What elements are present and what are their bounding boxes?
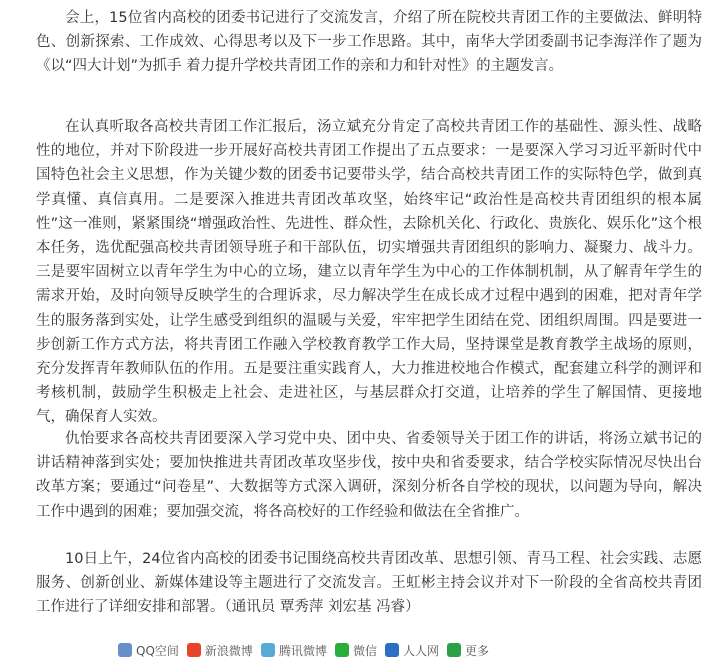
paragraph-1: 会上，15位省内高校的团委书记进行了交流发言，介绍了所在院校共青团工作的主要做法、鲜明特色、创新探索、工作成效、心得思考以及下一步工作思路。其中，南华大学团委副书记李海洋作了题为《以“四大计划”为抓手 着力提升学校共青团工作的亲和力和针对性》的主题发言。: [36, 10, 702, 75]
share-qzone[interactable]: [118, 642, 179, 659]
tencent-weibo-icon: [261, 643, 275, 657]
weibo-icon: [187, 643, 201, 657]
share-more-label: 更多: [464, 643, 489, 658]
share-bar: [118, 640, 489, 660]
share-wechat[interactable]: [335, 642, 377, 659]
share-qzone-label: QQ空间: [136, 643, 179, 658]
share-more[interactable]: [447, 642, 489, 659]
qzone-icon: [118, 643, 132, 657]
share-tencent-weibo-label: 腾讯微博: [278, 643, 327, 658]
more-icon: [447, 643, 461, 657]
share-weibo[interactable]: [187, 642, 253, 659]
renren-icon: [385, 643, 399, 657]
share-wechat-label: 微信: [352, 643, 377, 658]
paragraph-2: 在认真听取各高校共青团工作汇报后，汤立斌充分肯定了高校共青团工作的基础性、源头性、战略性的地位，并对下阶段进一步开展好高校共青团工作提出了五点要求：一是要深入学习习近平新时代中国特色社会主义思想，作为关键少数的团委书记要带头学，结合高校共青团工作的实际特色学，做到真学真懂、真信真用。二是要深入推进共青团改革攻坚，始终牢记“政治性是高校共青团组织的根本属性”这一准则，紧紧围绕“增强政治性、先进性、群众性，去除机关化、行政化、贵族化、娱乐化”这个根本任务，选优配强高校共青团领导班子和干部队伍，切实增强共青团组织的影响力、凝聚力、战斗力。三是要牢固树立以青年学生为中心的立场，建立以青年学生为中心的工作体制机制，从了解青年学生的需求开始，及时向领导反映学生的合理诉求，尽力解决学生在成长成才过程中遇到的困难，把对青年学生的服务落到实处，让学生感受到组织的温暖与关爱，牢牢把学生团结在党、团组织周围。四是要进一步创新工作方式方法，将共青团工作融入学校教育教学工作大局，坚持课堂是教育教学主战场的原则，充分发挥青年教师队伍的作用。五是要注重实践育人，大力推进校地合作模式，配套建立科学的测评和考核机制，鼓励学生积极走上社会、走进社区，与基层群众打交道，让培养的学生了解国情、更接地气，确保育人实效。: [36, 119, 702, 426]
paragraph-3: 仇怡要求各高校共青团要深入学习党中央、团中央、省委领导关于团工作的讲话，将汤立斌书记的讲话精神落到实处；要加快推进共青团改革攻坚步伐，按中央和省委要求，结合学校实际情况尽快出台改革方案；要通过“问卷星”、大数据等方式深入调研，深刻分析各自学校的现状，以问题为导向，解决工作中遇到的困难；要加强交流，将各高校好的工作经验和做法在全省推广。: [36, 431, 702, 520]
share-tencent-weibo[interactable]: [261, 642, 327, 659]
share-weibo-label: 新浪微博: [204, 643, 253, 658]
share-renren[interactable]: [385, 642, 439, 659]
wechat-icon: [335, 643, 349, 657]
share-renren-label: 人人网: [402, 643, 439, 658]
paragraph-4: 10日上午，24位省内高校的团委书记围绕高校共青团改革、思想引领、青马工程、社会实践、志愿服务、创新创业、新媒体建设等主题进行了交流发言。王虹彬主持会议并对下一阶段的全省高校共青团工作进行了详细安排和部署。（通讯员 覃秀萍 刘宏基 冯睿）: [36, 551, 702, 616]
